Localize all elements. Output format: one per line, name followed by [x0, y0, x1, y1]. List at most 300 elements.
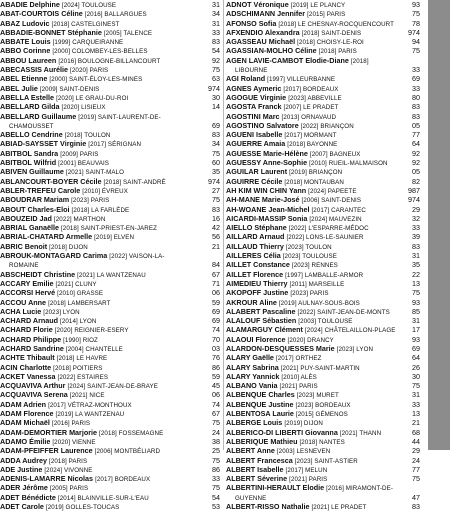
entry-name: AIMEDIEU Thierry: [226, 278, 288, 288]
entry-department-number: 75: [412, 46, 420, 56]
entry-name: ACKET Vanessa: [0, 371, 56, 381]
directory-entry: [226, 288, 420, 297]
entry-name: ACQUAVIVA Serena: [0, 390, 68, 400]
directory-entry: [0, 112, 220, 121]
entry-department-number: 33: [212, 27, 220, 37]
entry-department-number: 32: [412, 213, 420, 223]
directory-entry: [0, 372, 220, 381]
entry-info: [2024] VIVONNE: [44, 466, 93, 474]
entry-department-number: 42: [212, 223, 220, 233]
directory-entry: [0, 456, 220, 465]
entry-info: [2018] LAMBERSART: [48, 299, 111, 307]
entry-department-number: 31: [412, 251, 420, 261]
directory-entry: [226, 195, 420, 204]
directory-entry: [226, 381, 420, 390]
entry-department-number: 21: [212, 241, 220, 251]
directory-entry: [226, 409, 420, 418]
entry-name: ALBANO Vania: [226, 381, 278, 391]
entry-info: [2014] LYON: [60, 318, 97, 326]
entry-info: [2019] LE PLANCY: [290, 2, 346, 9]
directory-entry: [226, 158, 420, 167]
directory-entry: [0, 93, 220, 102]
entry-info: [2018] LE CHESNAY-ROCQUENCOURT: [278, 20, 394, 28]
side-margin-bar: [428, 0, 450, 450]
entry-info: [2015] PARIS: [307, 11, 346, 19]
entry-info: CHAMOUSSET: [9, 122, 54, 130]
entry-department-number: 67: [212, 269, 220, 279]
entry-department-number: 35: [412, 260, 420, 270]
directory-entry: [0, 270, 220, 279]
entry-department-number: 93: [412, 0, 420, 9]
entry-name: ADAM Adrien: [0, 399, 47, 409]
entry-name: ABAT-COURTOIS Céline: [0, 9, 83, 19]
entry-name: ABBOU Laureen: [0, 55, 57, 65]
entry-department-number: 82: [412, 176, 420, 186]
entry-info: [2019] LA WANTZENAU: [55, 411, 125, 419]
entry-name: ALBENTOSA Laurie: [226, 409, 294, 419]
directory-entry: [0, 483, 220, 492]
entry-info: [1997] VILLEURBANNE: [267, 76, 336, 84]
entry-department-number: 76: [212, 353, 220, 363]
entry-info: [2019] AULNAY-SOUS-BOIS: [278, 299, 360, 307]
entry-info: [2022] MARTHON: [53, 215, 106, 223]
entry-department-number: 75: [412, 474, 420, 484]
entry-name: AGUERRE Amaia: [226, 139, 286, 149]
entry-name: AGNES Aymeric: [226, 83, 282, 93]
entry-name: AGEN LAVIE-CAMBOT Elodie-Diane: [226, 55, 349, 65]
entry-department-number: 70: [212, 334, 220, 344]
entry-name: ABLER-TREFEU Carole: [0, 185, 81, 195]
entry-name: AGASSIAN-MOLHO Céline: [226, 46, 317, 56]
entry-info: [2020] VIENNE: [52, 438, 96, 446]
entry-name: AILLAUD Thierry: [226, 241, 284, 251]
entry-department-number: 92: [212, 55, 220, 65]
entry-department-number: 47: [412, 492, 420, 502]
entry-info: [2018] CASTELGINEST: [51, 20, 120, 28]
directory-entry: [0, 418, 220, 427]
entry-department-number: 31: [412, 390, 420, 400]
entry-info: [2020] LE GRAU-DU-ROI: [56, 94, 129, 102]
directory-entry: [226, 260, 420, 269]
entry-info: [2005] TALENCE: [103, 29, 153, 37]
entry-department-number: 974: [408, 27, 420, 37]
directory-entry: [0, 214, 220, 223]
directory-entry: [226, 335, 420, 344]
entry-department-number: 16: [212, 213, 220, 223]
entry-name: AGUILAR Laurent: [226, 167, 288, 177]
entry-department-number: 33: [212, 474, 220, 484]
entry-info: [2017] BORDEAUX: [283, 85, 339, 93]
entry-info: [2021] PUY-SAINT-MARTIN: [280, 364, 360, 372]
entry-name: ABELLO Cendrine: [0, 130, 63, 140]
entry-info: [2018] LA FARLÈDE: [71, 206, 130, 214]
entry-department-number: 30: [412, 371, 420, 381]
entry-info: [2023] PARIS: [71, 197, 110, 205]
entry-info: [2023] SAINT-ASTIER: [294, 457, 358, 465]
entry-department-number: 75: [412, 381, 420, 391]
directory-entry: [226, 74, 420, 83]
entry-department-number: 33: [412, 223, 420, 233]
directory-entry: [226, 446, 420, 455]
entry-department-number: 94: [412, 37, 420, 47]
entry-info: [2023] TOULOUSE: [282, 253, 337, 261]
entry-name: ALBERIQUE Mathieu: [226, 436, 298, 446]
entry-info: [2001] BEAUVAIS: [58, 160, 110, 168]
entry-name: ACHTE Thibault: [0, 353, 55, 363]
directory-entry: [226, 437, 420, 446]
entry-name: AILLET Florence: [226, 269, 284, 279]
directory-entry: [0, 298, 220, 307]
entry-info: [2023] LYON: [336, 345, 374, 353]
entry-info: [2009] PARIS: [60, 150, 99, 158]
entry-name: ACCORSI Hervé: [0, 288, 56, 298]
entry-info: [2019] DIJON: [284, 420, 323, 428]
entry-name: ACIN Charlotte: [0, 362, 52, 372]
directory-entry: [226, 9, 420, 18]
directory-entry: [0, 390, 220, 399]
entry-department-number: 69: [212, 306, 220, 316]
entry-info: [2018] PARIS: [318, 48, 357, 56]
directory-entry: [226, 242, 420, 251]
directory-entry: [226, 177, 420, 186]
entry-name: ABBADIE-BONNET Stéphanie: [0, 27, 102, 37]
entry-name: AGOSTINO Salvatore: [226, 120, 299, 130]
entry-info: [2018] PARIS: [49, 457, 88, 465]
entry-info: [2021] CLUNY: [55, 280, 97, 288]
directory-entry: [226, 325, 420, 334]
entry-department-number: 75: [212, 195, 220, 205]
directory-entry: [0, 251, 220, 260]
entry-name: AH KIM WIN CHIN Yann: [226, 185, 307, 195]
entry-info: [2019] SAINT-LAURENT-DE-: [78, 113, 161, 121]
entry-department-number: 06: [212, 288, 220, 298]
entry-name: ABIAD-SAYSSET Virginie: [0, 139, 87, 149]
entry-info: [2018] SAINT-ANDRÉ: [103, 178, 166, 186]
entry-department-number: 33: [412, 83, 420, 93]
entry-name: ABRIC Benoit: [0, 241, 48, 251]
entry-department-number: 34: [212, 9, 220, 19]
entry-department-number: 92: [412, 158, 420, 168]
entry-department-number: 83: [412, 241, 420, 251]
entry-name: ABEL Etienne: [0, 74, 48, 84]
entry-info: [2017] MORMANT: [284, 132, 337, 140]
directory-entry: [226, 102, 420, 111]
entry-name: AGOGUE Virginie: [226, 92, 287, 102]
directory-entry: [0, 9, 220, 18]
entry-name: ADDA Audrey: [0, 455, 47, 465]
entry-info: [2016] MIRAMONT-DE-: [326, 485, 393, 493]
entry-name: ABLANCOURT-BOYER Cécile: [0, 176, 102, 186]
entry-department-number: 83: [212, 130, 220, 140]
entry-department-number: 03: [212, 343, 220, 353]
directory-entry: [0, 335, 220, 344]
column-divider: [223, 0, 224, 450]
entry-name: AILLET Constance: [226, 260, 290, 270]
entry-name: ADAM Florence: [0, 409, 54, 419]
entry-name: ALBENQUE Charles: [226, 390, 295, 400]
entry-name: ADAM-DEMORTIER Marjorie: [0, 427, 98, 437]
directory-entry: [226, 390, 420, 399]
entry-department-number: 83: [412, 502, 420, 512]
directory-entry: [0, 279, 220, 288]
entry-department-number: 75: [412, 288, 420, 298]
directory-entry: [226, 167, 420, 176]
directory-entry: [226, 130, 420, 139]
entry-name: ABELLARD Guillaume: [0, 111, 77, 121]
entry-info: [2009] SAINT-DENIS: [39, 85, 100, 93]
entry-info: [2005] PARIS: [49, 485, 89, 493]
directory-entry: [0, 381, 220, 390]
directory-entry: [226, 298, 420, 307]
entry-name: AFXENDIO Alexandra: [226, 27, 300, 37]
entry-info: [2018] FOSSEMAGNE: [99, 429, 164, 437]
entry-name: ABOUDRAR Mariam: [0, 195, 70, 205]
entry-name: ADAMO Émilie: [0, 436, 51, 446]
directory-entry: [226, 316, 420, 325]
directory-entry: [0, 37, 220, 46]
directory-entry: [226, 502, 420, 511]
directory-entry: [226, 251, 420, 260]
entry-department-number: 30: [212, 92, 220, 102]
entry-info: [2003] LESNEVEN: [276, 448, 331, 456]
entry-name: ALBERT Isabelle: [226, 464, 284, 474]
entry-department-number: 63: [212, 74, 220, 84]
entry-name: ALBENQUE Justine: [226, 399, 294, 409]
entry-name: ABBO Corinne: [0, 46, 51, 56]
left-column: [0, 0, 220, 512]
entry-name: AILLARD Arnaud: [226, 232, 285, 242]
entry-info: [2018] CHOISY-LE-ROI: [297, 39, 364, 47]
entry-info: [2023] ABBEVILLE: [288, 94, 342, 102]
entry-department-number: 77: [412, 130, 420, 140]
entry-info: [2021] LE PRADET: [311, 504, 367, 512]
directory-entry: [0, 493, 220, 502]
entry-info: [2023] MURET: [296, 392, 339, 400]
entry-info: [2023] RENNES: [291, 262, 338, 270]
entry-info: [2018]: [350, 57, 369, 65]
directory-entry: [0, 149, 220, 158]
entry-department-number: 39: [412, 232, 420, 242]
directory-entry: [226, 46, 420, 55]
entry-name: ABITBOL Sandra: [0, 148, 59, 158]
entry-department-number: 45: [212, 381, 220, 391]
entry-info: [2024] PAPEETE: [308, 187, 357, 195]
entry-name: ABROUK-MONTAGARD Carima: [0, 251, 108, 261]
entry-info: [2018] NANTES: [299, 438, 345, 446]
entry-department-number: 77: [412, 464, 420, 474]
directory-entry: [226, 418, 420, 427]
directory-entry: [226, 456, 420, 465]
entry-info: [2007] LE PRADET: [283, 104, 339, 112]
entry-info: [1997] LAMBALLE-ARMOR: [285, 271, 364, 279]
entry-department-number: 83: [212, 204, 220, 214]
entry-name: AILLERES Célia: [226, 251, 281, 261]
entry-info: [2022] BRIANÇON: [300, 122, 354, 130]
entry-info: [2022] ESTAIRES: [57, 373, 109, 381]
directory-entry: [0, 158, 220, 167]
directory-entry: [226, 205, 420, 214]
entry-info: [2000] SAINT-ÉLOY-LES-MINES: [49, 76, 143, 84]
entry-department-number: 64: [412, 139, 420, 149]
entry-name: ABRIAL Ganaëlle: [0, 223, 59, 233]
entry-department-number: 75: [212, 455, 220, 465]
entry-department-number: 69: [412, 343, 420, 353]
entry-name: AICARDI-MASSIP Sonia: [226, 213, 308, 223]
entry-name: ABEL Julie: [0, 83, 38, 93]
entry-department-number: 34: [212, 139, 220, 149]
entry-department-number: 75: [212, 148, 220, 158]
directory-entry: [0, 0, 220, 9]
entry-department-number: 05: [412, 167, 420, 177]
entry-department-number: 974: [408, 195, 420, 205]
entry-department-number: 29: [412, 204, 420, 214]
entry-name: ALARY Gaëlle: [226, 353, 274, 363]
entry-name: ABECASSIS Aurélie: [0, 65, 69, 75]
entry-department-number: 67: [212, 409, 220, 419]
entry-name: ADSCHIMANN Jennifer: [226, 9, 306, 19]
entry-department-number: 64: [412, 353, 420, 363]
entry-department-number: 68: [412, 427, 420, 437]
directory-entry: [226, 400, 420, 409]
entry-department-number: 56: [212, 232, 220, 242]
directory-entry: [0, 84, 220, 93]
directory-entry: [226, 149, 420, 158]
entry-name: AGOSTINI Marc: [226, 111, 280, 121]
entry-department-number: 86: [212, 362, 220, 372]
entry-department-number: 25: [212, 446, 220, 456]
directory-entry: [0, 28, 220, 37]
entry-department-number: 974: [208, 83, 220, 93]
entry-name: AGUESSY Anne-Sophie: [226, 158, 308, 168]
directory-entry: [0, 288, 220, 297]
entry-department-number: 33: [412, 399, 420, 409]
directory-entry: [0, 474, 220, 483]
entry-name: ACCARY Emilie: [0, 278, 54, 288]
entry-info: [2017] ORTHEZ: [275, 355, 322, 363]
entry-department-number: 74: [212, 399, 220, 409]
entry-department-number: 54: [212, 46, 220, 56]
entry-name: ALALOUF Sébastien: [226, 316, 297, 326]
entry-info: [2017] CARANTEC: [311, 206, 366, 214]
entry-info: [2014] BLAINVILLE-SUR-L'EAU: [57, 494, 149, 502]
directory-entry: [0, 232, 220, 241]
entry-info: [1990] RIOZ: [63, 336, 98, 344]
entry-name: ALBERT Séverine: [226, 474, 288, 484]
directory-entry: [226, 279, 420, 288]
directory-entry: [226, 19, 420, 28]
entry-name: ALBERGE Louis: [226, 418, 283, 428]
entry-text: [226, 502, 366, 512]
entry-name: AGUESSE Marie-Hélène: [226, 148, 308, 158]
entry-department-number: 27: [212, 185, 220, 195]
entry-name: ADE Justine: [0, 464, 43, 474]
entry-department-number: 31: [212, 18, 220, 28]
entry-info: [2010] RUEIL-MALMAISON: [309, 160, 388, 168]
directory-entry: [226, 112, 420, 121]
entry-info: GUYENNE: [235, 494, 267, 502]
directory-entry: [226, 465, 420, 474]
directory-entry: [0, 325, 220, 334]
entry-name: ADET Bénédicte: [0, 492, 56, 502]
entry-info: [2024] MAUVEZIN: [309, 215, 362, 223]
entry-department-number: 33: [412, 65, 420, 75]
entry-name: ALARDON-DESQUESSES Marie: [226, 343, 335, 353]
entry-info: [2018] SAINT-PRIEST-EN-JAREZ: [60, 225, 157, 233]
entry-department-number: 21: [412, 418, 420, 428]
entry-name: AFONSO Sofia: [226, 18, 277, 28]
entry-name: ABOUZEID Jad: [0, 213, 52, 223]
directory-entry: [226, 307, 420, 316]
directory-entry: [226, 214, 420, 223]
entry-department-number: 86: [212, 464, 220, 474]
directory-entry: [0, 74, 220, 83]
directory-entry: [226, 363, 420, 372]
entry-info: [2020] DRANCY: [287, 336, 334, 344]
entry-department-number: 83: [412, 102, 420, 112]
entry-continuation: [0, 121, 220, 130]
entry-name: ALBERICO-DI LIBERTI Giovanna: [226, 427, 338, 437]
directory-entry: [226, 428, 420, 437]
entry-name: AH-MANE Marie-José: [226, 195, 300, 205]
directory-entry: [0, 139, 220, 148]
entry-department-number: 35: [212, 167, 220, 177]
entry-department-number: 974: [208, 176, 220, 186]
entry-department-number: 74: [212, 325, 220, 335]
entry-info: [2018] POITIERS: [53, 364, 103, 372]
entry-info: [2021] NICE: [69, 392, 105, 400]
entry-department-number: 44: [412, 436, 420, 446]
entry-name: ALAMARGUY Clément: [226, 325, 303, 335]
entry-info: [2010] GRASSE: [57, 290, 104, 298]
entry-info: [2018] TOULON: [64, 132, 111, 140]
entry-info: [2007] BAGNEUX: [309, 150, 361, 158]
entry-info: [2018] SAINT-DENIS: [301, 29, 362, 37]
entry-info: [2006] MONTBÉLIARD: [94, 448, 161, 456]
entry-info: [2021] PARIS: [279, 383, 318, 391]
directory-entry: [0, 353, 220, 362]
entry-info: [2013] ORNAVAUD: [281, 113, 337, 121]
directory-entry: [226, 344, 420, 353]
directory-entry: [0, 167, 220, 176]
entry-name: ABELLARD Gilda: [0, 102, 60, 112]
directory-entry: [226, 232, 420, 241]
entry-info: [2004] CHANTELLE: [65, 345, 123, 353]
directory-entry: [0, 437, 220, 446]
directory-entry: [226, 0, 420, 9]
entry-info: [2023] PARIS: [290, 290, 329, 298]
entry-info: [2023] BORDEAUX: [295, 401, 351, 409]
entry-name: AKOPOFF Justine: [226, 288, 289, 298]
entry-name: ABRIAL-CHATARD Armelle: [0, 232, 93, 242]
entry-department-number: 93: [412, 334, 420, 344]
entry-info: [2011] MARSEILLE: [289, 280, 345, 288]
entry-info: [2018] BAYONNE: [287, 141, 338, 149]
entry-info: [2016] BOULOGNE-BILLANCOURT: [58, 57, 161, 65]
directory-entry: [0, 46, 220, 55]
entry-department-number: 93: [412, 297, 420, 307]
entry-name: ALABERT Pascaline: [226, 306, 296, 316]
entry-name: ADENIS-LAMARRE Nicolas: [0, 474, 94, 484]
entry-info: [2016] PARIS: [51, 420, 91, 428]
entry-department-number: 75: [212, 65, 220, 75]
directory-entry: [0, 102, 220, 111]
entry-department-number: 26: [412, 362, 420, 372]
entry-info: [2019] ELVEN: [94, 234, 135, 242]
entry-department-number: 85: [412, 306, 420, 316]
entry-name: ACHA Lucie: [0, 306, 42, 316]
entry-name: ABBATE Louis: [0, 37, 51, 47]
entry-info: [2020] PARIS: [70, 67, 109, 75]
